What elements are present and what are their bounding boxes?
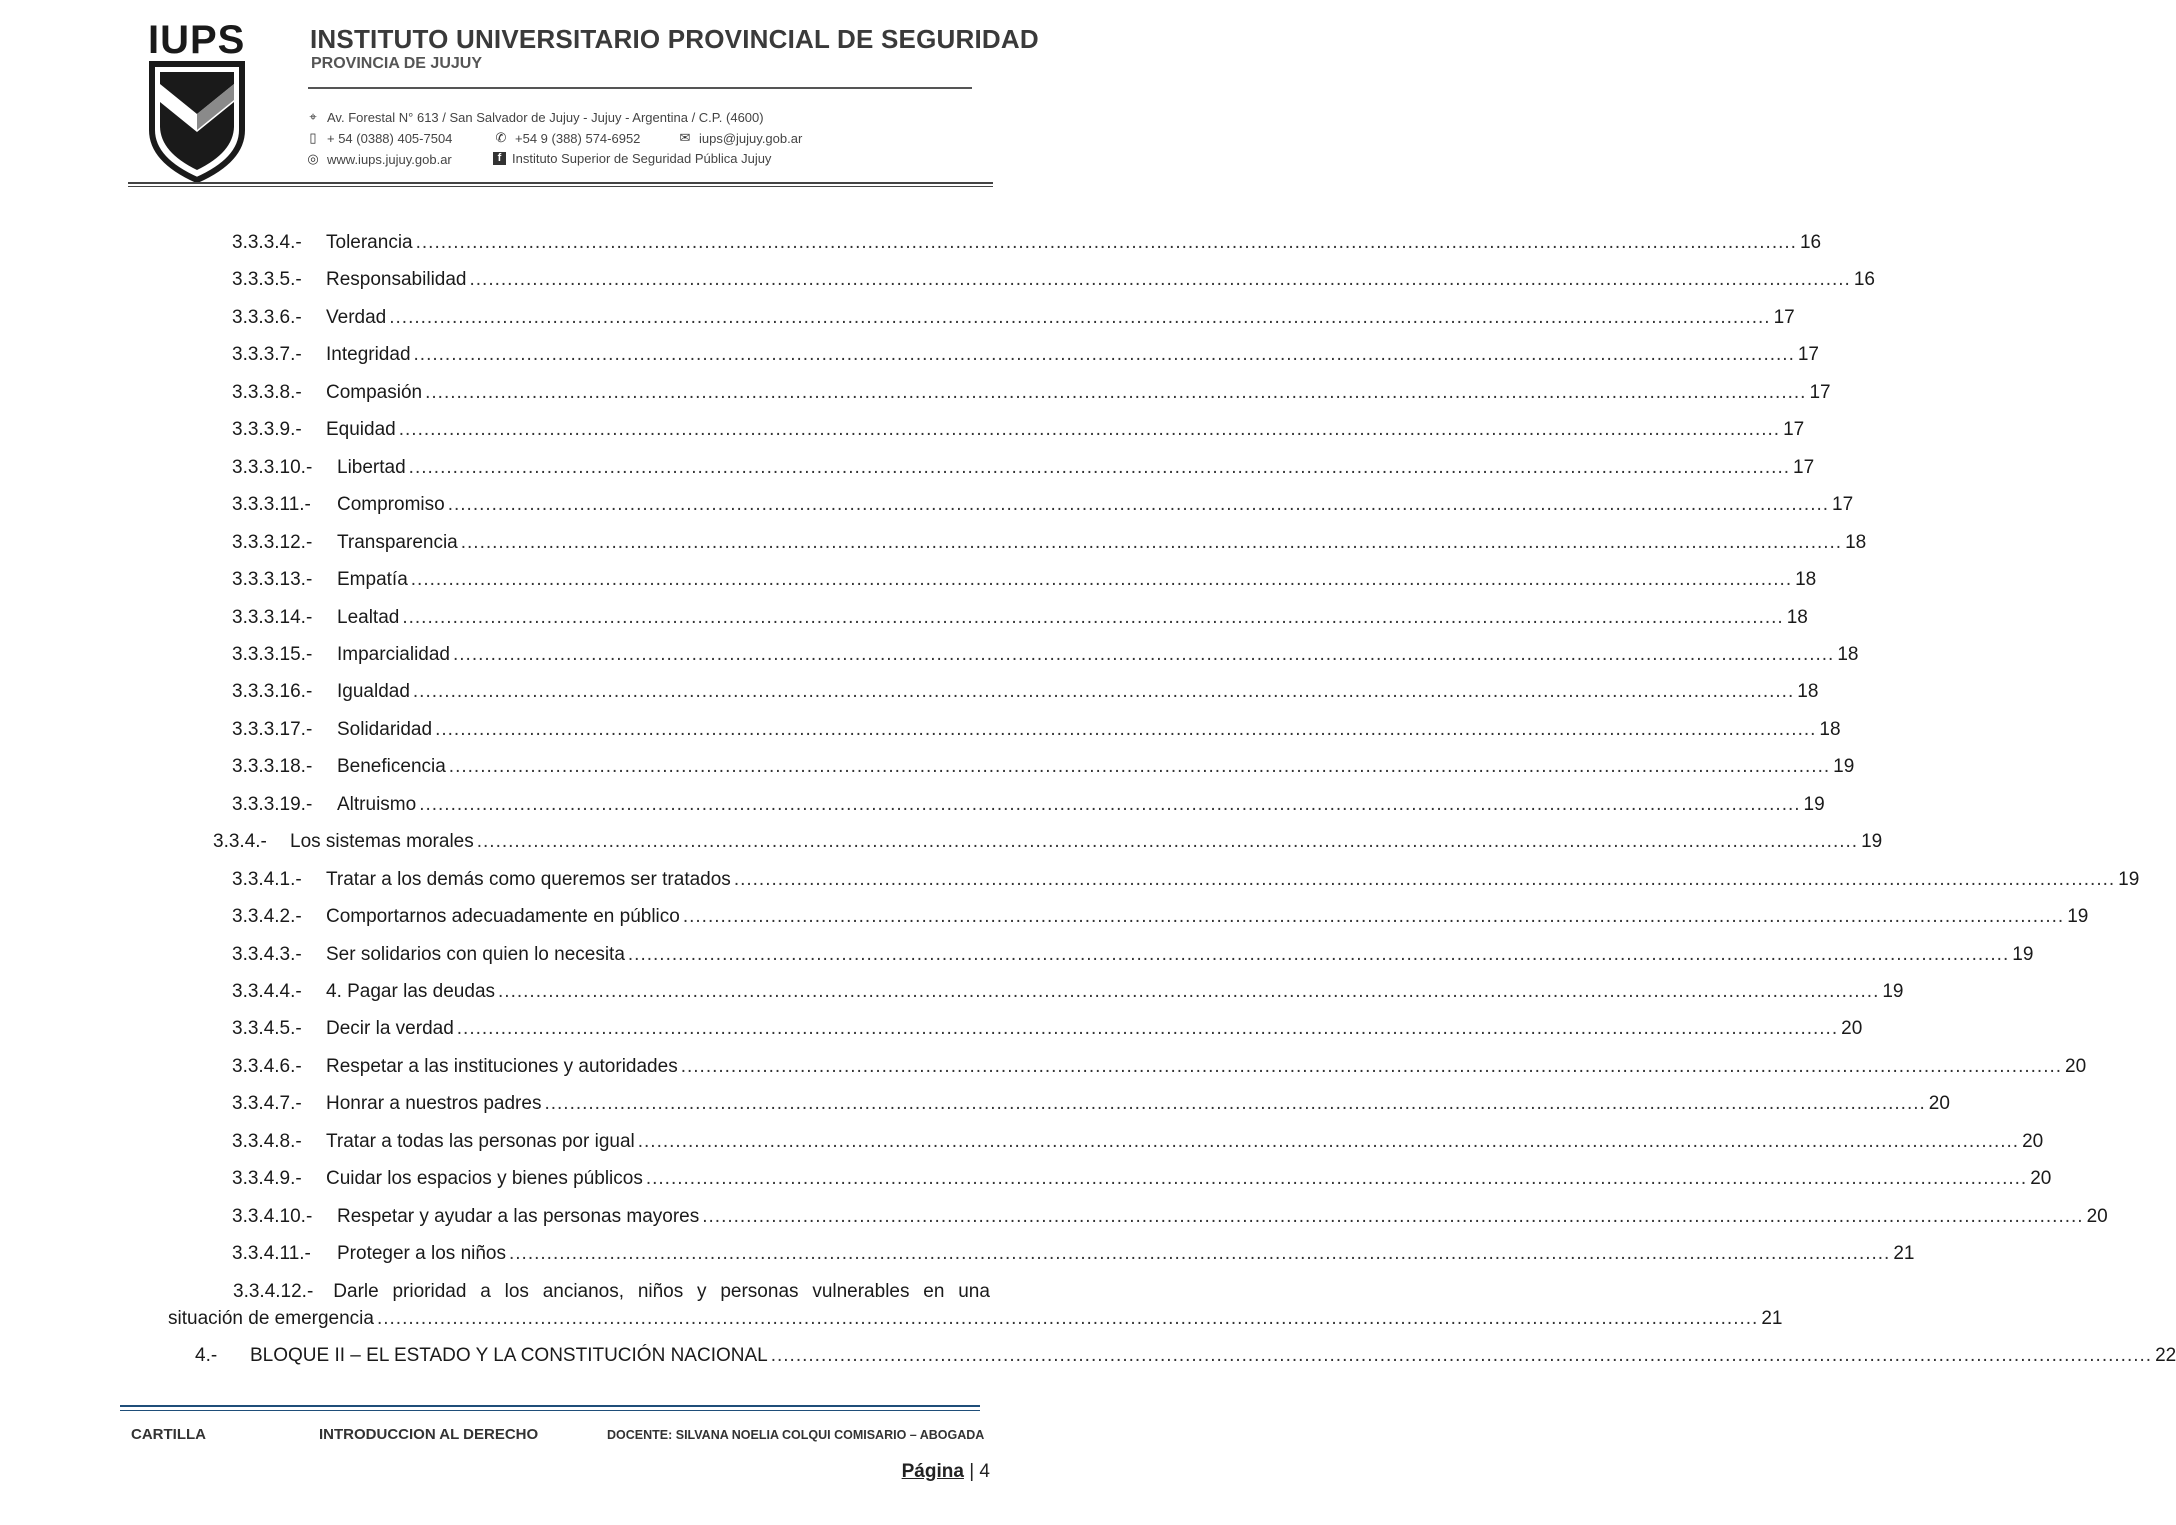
toc-entry[interactable] <box>232 569 1817 595</box>
toc-title: Equidad <box>326 419 396 441</box>
toc-leader-dots: ............................................................................................................................................................................................................................ <box>419 793 1801 815</box>
toc-entry[interactable] <box>232 718 1841 745</box>
contact-whatsapp <box>493 130 640 146</box>
whatsapp-icon: ✆ <box>495 130 507 145</box>
toc-entry[interactable] <box>232 1243 1915 1269</box>
toc-word: Darle <box>333 1281 379 1302</box>
toc-number: 3.3.4.5.- <box>232 1018 302 1040</box>
toc-title: Cuidar los espacios y bienes públicos <box>326 1168 643 1190</box>
toc-leader-dots: ............................................................................................................................................................................................................................ <box>376 1308 1759 1329</box>
toc-title: Beneficencia <box>337 756 446 778</box>
toc-title: Comportarnos adecuadamente en público <box>326 906 680 928</box>
toc-page-number: 17 <box>1832 494 1854 516</box>
toc-leader-dots: ............................................................................................................................................................................................................................ <box>435 718 1817 740</box>
toc-number: 3.3.3.9.- <box>232 419 302 441</box>
toc-word: una <box>958 1281 990 1302</box>
page-word: Página <box>901 1461 964 1482</box>
toc-word: a <box>480 1281 491 1302</box>
envelope-icon: ✉ <box>679 130 691 145</box>
toc-title: situación de emergencia <box>168 1308 374 1329</box>
toc-title: Igualdad <box>337 681 410 703</box>
toc-number: 3.3.3.8.- <box>232 381 302 403</box>
toc-word: ancianos, <box>542 1281 625 1302</box>
toc-page-number: 16 <box>1799 232 1822 253</box>
toc-title: Responsabilidad <box>326 269 467 291</box>
toc-number: 3.3.3.7.- <box>232 344 302 366</box>
toc-entry[interactable] <box>232 1205 2108 1232</box>
email-text[interactable]: iups@jujuy.gob.ar <box>699 130 803 146</box>
map-pin-icon: ⌖ <box>309 109 317 124</box>
toc-page-number: 19 <box>2012 943 2034 965</box>
toc-number: 3.3.3.15.- <box>232 643 313 665</box>
toc-title: Imparcialidad <box>337 643 450 665</box>
toc-title: 4. Pagar las deudas <box>326 981 496 1002</box>
toc-entry[interactable] <box>232 494 1854 520</box>
toc-title: Lealtad <box>337 606 400 628</box>
toc-entry[interactable] <box>232 344 1819 370</box>
toc-page-number: 21 <box>1761 1308 1783 1329</box>
toc-title: Compromiso <box>337 494 445 516</box>
toc-page-number: 19 <box>2067 906 2089 928</box>
toc-page-number: 17 <box>1783 419 1805 441</box>
toc-number: 3.3.4.2.- <box>232 906 302 928</box>
toc-title: Empatía <box>337 569 408 591</box>
toc-leader-dots: ............................................................................................................................................................................................................................ <box>456 1018 1839 1040</box>
footer-divider <box>120 1405 980 1407</box>
toc-entry[interactable] <box>232 1168 2052 1194</box>
toc-leader-dots: ............................................................................................................................................................................................................................ <box>415 232 1797 253</box>
contact-website[interactable] <box>305 151 452 167</box>
toc-leader-dots: ............................................................................................................................................................................................................................ <box>682 906 2065 928</box>
toc-leader-dots: ............................................................................................................................................................................................................................ <box>509 1243 1891 1265</box>
toc-page-number: 16 <box>1853 269 1875 291</box>
toc-page-number: 18 <box>1819 718 1841 740</box>
footer-right: DOCENTE: SILVANA NOELIA COLQUI COMISARIO – ABOGADA <box>607 1428 985 1442</box>
footer-center: INTRODUCCION AL DERECHO <box>319 1426 539 1443</box>
toc-page-number: 19 <box>1803 793 1825 815</box>
mobile-phone-icon: ▯ <box>309 130 317 145</box>
toc-number: 3.3.4.6.- <box>232 1055 302 1077</box>
toc-leader-dots: ............................................................................................................................................................................................................................ <box>498 981 1880 1002</box>
toc-leader-dots: ............................................................................................................................................................................................................................ <box>448 756 1831 778</box>
toc-page-number: 22 <box>2155 1345 2176 1366</box>
toc-entry[interactable] <box>232 381 1831 408</box>
toc-leader-dots: ............................................................................................................................................................................................................................ <box>637 1130 2020 1152</box>
toc-number: 3.3.4.- <box>213 831 267 853</box>
toc-entry[interactable] <box>232 1018 1863 1044</box>
toc-number: 3.3.3.5.- <box>232 269 302 291</box>
toc-page-number: 20 <box>1928 1093 1950 1115</box>
toc-leader-dots: ............................................................................................................................................................................................................................ <box>544 1093 1926 1115</box>
phone-text: + 54 (0388) 405-7504 <box>327 130 453 146</box>
toc-leader-dots: ............................................................................................................................................................................................................................ <box>410 569 1793 591</box>
toc-title: BLOQUE II – EL ESTADO Y LA CONSTITUCIÓN NACIONAL <box>250 1345 768 1366</box>
toc-word: en <box>923 1281 945 1302</box>
toc-entry[interactable] <box>232 232 1822 258</box>
toc-page-number: 21 <box>1893 1243 1915 1265</box>
toc-wrapped-line2 <box>168 1308 1783 1330</box>
toc-leader-dots: ............................................................................................................................................................................................................................ <box>425 381 1807 403</box>
toc-number: 3.3.4.12.- <box>233 1281 314 1302</box>
toc-page-number: 18 <box>1795 569 1817 591</box>
toc-number: 3.3.4.4.- <box>232 981 302 1002</box>
toc-number: 3.3.3.4.- <box>232 232 302 253</box>
page-number-label <box>902 1461 990 1483</box>
page-number: 4 <box>979 1461 990 1482</box>
address-text: Av. Forestal N° 613 / San Salvador de Jujuy - Jujuy - Argentina / C.P. (4600) <box>327 109 764 125</box>
toc-title: Compasión <box>326 381 423 403</box>
toc-title: Tratar a los demás como queremos ser tratados <box>326 868 731 890</box>
toc-number: 3.3.4.11.- <box>232 1243 311 1265</box>
toc-number: 3.3.3.18.- <box>232 756 313 778</box>
toc-entry[interactable] <box>232 943 2034 970</box>
toc-title: Respetar a las instituciones y autoridades <box>326 1055 678 1077</box>
toc-page-number: 17 <box>1793 456 1815 478</box>
toc-word: personas <box>720 1281 799 1302</box>
toc-entry[interactable] <box>232 1130 2044 1157</box>
contact-facebook[interactable] <box>493 151 771 166</box>
logo-text: IUPS <box>148 18 246 62</box>
toc-title: Proteger a los niños <box>337 1243 506 1265</box>
footer-divider-thin <box>120 1410 980 1411</box>
contact-address <box>305 109 764 125</box>
toc-number: 3.3.3.16.- <box>232 681 313 703</box>
toc-title: Honrar a nuestros padres <box>326 1093 542 1115</box>
facebook-text[interactable]: Instituto Superior de Seguridad Pública Jujuy <box>512 151 772 166</box>
toc-leader-dots: ............................................................................................................................................................................................................................ <box>413 344 1795 366</box>
toc-entry[interactable] <box>232 606 1808 633</box>
toc-word: niños <box>637 1281 684 1302</box>
header-divider <box>128 182 993 184</box>
toc-entry[interactable] <box>232 906 2089 932</box>
toc-title: Solidaridad <box>337 718 433 740</box>
toc-leader-dots: ............................................................................................................................................................................................................................ <box>469 269 1851 291</box>
toc-entry-block[interactable] <box>195 1345 2176 1371</box>
toc-leader-dots: ............................................................................................................................................................................................................................ <box>476 831 1859 853</box>
toc-entry[interactable] <box>232 756 1855 782</box>
toc-leader-dots: ............................................................................................................................................................................................................................ <box>447 494 1830 516</box>
toc-entry[interactable] <box>232 793 1825 820</box>
toc-number: 3.3.4.9.- <box>232 1168 302 1190</box>
toc-title: Transparencia <box>337 531 458 553</box>
toc-entry[interactable] <box>232 981 1904 1007</box>
toc-entry[interactable] <box>232 681 1819 707</box>
toc-entry[interactable] <box>232 419 1805 445</box>
toc-number: 3.3.3.14.- <box>232 606 313 628</box>
toc-title: Respetar y ayudar a las personas mayores <box>337 1205 700 1227</box>
footer-left: CARTILLA <box>131 1426 206 1443</box>
toc-title: Ser solidarios con quien lo necesita <box>326 943 625 965</box>
toc-wrapped-title <box>333 1281 990 1303</box>
toc-page-number: 20 <box>2022 1130 2044 1152</box>
toc-number: 3.3.3.13.- <box>232 569 313 591</box>
toc-entry-wrapped[interactable] <box>168 1281 1783 1337</box>
toc-entry[interactable] <box>232 1093 1950 1119</box>
toc-page-number: 20 <box>2086 1205 2108 1227</box>
toc-number: 3.3.4.3.- <box>232 943 302 965</box>
toc-number: 3.3.3.10.- <box>232 456 313 478</box>
toc-number: 3.3.3.6.- <box>232 306 302 328</box>
toc-page-number: 19 <box>1833 756 1855 778</box>
toc-leader-dots: ............................................................................................................................................................................................................................ <box>408 456 1791 478</box>
toc-title: Verdad <box>326 306 387 328</box>
page-header <box>0 0 1080 190</box>
toc-page-number: 17 <box>1773 306 1795 328</box>
shield-logo-icon <box>148 60 246 182</box>
toc-number: 3.3.3.12.- <box>232 531 313 553</box>
toc-title: Tratar a todas las personas por igual <box>326 1130 635 1152</box>
toc-page-number: 19 <box>2118 868 2140 890</box>
toc-page-number: 19 <box>1882 981 1904 1002</box>
facebook-icon: f <box>493 152 506 165</box>
toc-leader-dots: ............................................................................................................................................................................................................................ <box>402 606 1784 628</box>
toc-title: Altruismo <box>337 793 417 815</box>
toc-leader-dots: ............................................................................................................................................................................................................................ <box>645 1168 2028 1190</box>
toc-word: los <box>504 1281 529 1302</box>
toc-number: 3.3.4.8.- <box>232 1130 302 1152</box>
toc-page-number: 17 <box>1809 381 1831 403</box>
toc-number: 3.3.3.19.- <box>232 793 313 815</box>
toc-page-number: 19 <box>1861 831 1883 853</box>
website-text[interactable]: www.iups.jujuy.gob.ar <box>327 151 452 167</box>
province-name: PROVINCIA DE JUJUY <box>311 55 482 72</box>
toc-page-number: 18 <box>1845 531 1867 553</box>
header-divider-thin <box>128 186 993 187</box>
toc-page-number: 18 <box>1797 681 1819 703</box>
toc-page-number: 20 <box>2030 1168 2052 1190</box>
toc-word: prioridad <box>392 1281 467 1302</box>
institution-name: INSTITUTO UNIVERSITARIO PROVINCIAL DE SEGURIDAD <box>310 24 1039 54</box>
toc-number: 3.3.4.10.- <box>232 1205 313 1227</box>
toc-entry[interactable] <box>232 306 1795 333</box>
toc-leader-dots: ............................................................................................................................................................................................................................ <box>398 419 1781 441</box>
toc-leader-dots: ............................................................................................................................................................................................................................ <box>627 943 2010 965</box>
globe-icon: ◎ <box>307 151 319 166</box>
toc-leader-dots: ............................................................................................................................................................................................................................ <box>680 1055 2063 1077</box>
toc-leader-dots: ............................................................................................................................................................................................................................ <box>412 681 1795 703</box>
toc-page-number: 20 <box>2065 1055 2087 1077</box>
toc-leader-dots: ............................................................................................................................................................................................................................ <box>389 306 1771 328</box>
toc-entry[interactable] <box>213 831 1883 857</box>
toc-number: 3.3.4.1.- <box>232 868 302 890</box>
toc-title: Decir la verdad <box>326 1018 454 1040</box>
whatsapp-text: +54 9 (388) 574-6952 <box>515 130 641 146</box>
toc-leader-dots: ............................................................................................................................................................................................................................ <box>770 1345 2153 1366</box>
toc-page-number: 18 <box>1837 643 1859 665</box>
toc-title: Integridad <box>326 344 411 366</box>
contact-phone <box>305 130 452 146</box>
toc-word: vulnerables <box>812 1281 910 1302</box>
contact-email[interactable] <box>677 130 802 146</box>
toc-page-number: 18 <box>1786 606 1808 628</box>
toc-page-number: 20 <box>1841 1018 1863 1040</box>
toc-title: Libertad <box>337 456 406 478</box>
toc-page-number: 17 <box>1797 344 1819 366</box>
toc-number: 3.3.3.17.- <box>232 718 313 740</box>
header-rule <box>308 87 972 89</box>
toc-number: 3.3.4.7.- <box>232 1093 302 1115</box>
toc-entry[interactable] <box>232 269 1875 295</box>
toc-wrapped-line1 <box>233 1281 990 1303</box>
toc-leader-dots: ............................................................................................................................................................................................................................ <box>453 643 1835 665</box>
toc-leader-dots: ............................................................................................................................................................................................................................ <box>702 1205 2084 1227</box>
toc-entry[interactable] <box>232 531 1867 558</box>
toc-title: Tolerancia <box>326 232 413 253</box>
toc-leader-dots: ............................................................................................................................................................................................................................ <box>733 868 2116 890</box>
toc-entry[interactable] <box>232 643 1859 670</box>
toc-number: 4.- <box>195 1345 218 1366</box>
toc-title: Los sistemas morales <box>290 831 474 853</box>
toc-entry[interactable] <box>232 1055 2087 1082</box>
page-separator: | <box>969 1461 975 1482</box>
toc-entry[interactable] <box>232 456 1815 483</box>
toc-number: 3.3.3.11.- <box>232 494 311 516</box>
toc-leader-dots: ............................................................................................................................................................................................................................ <box>460 531 1843 553</box>
toc-entry[interactable] <box>232 868 2140 895</box>
toc-word: y <box>697 1281 707 1302</box>
